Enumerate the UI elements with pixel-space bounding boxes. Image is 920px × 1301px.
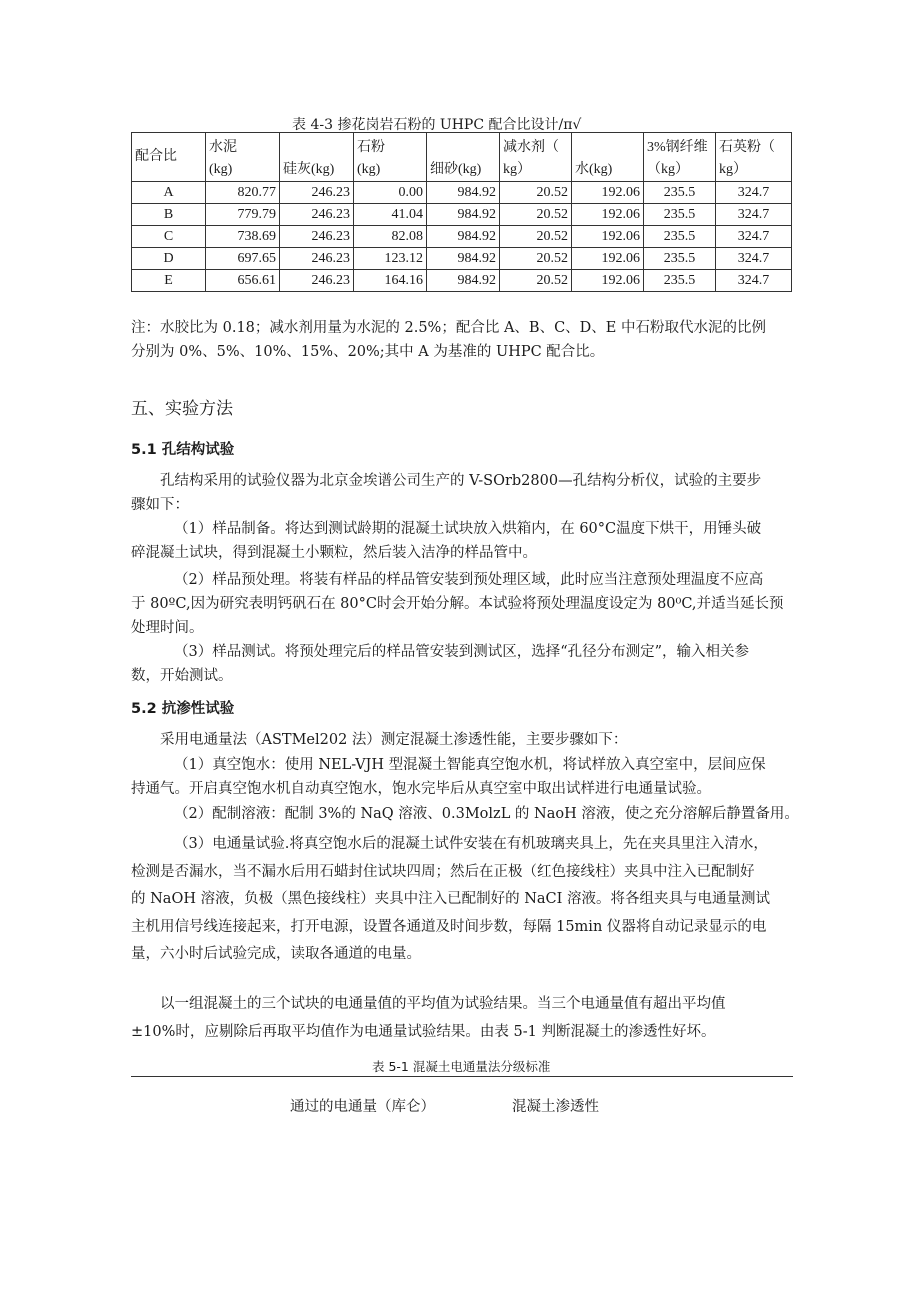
table-header-cell: 石粉 (kg) (354, 133, 427, 182)
s51-step2-line-1: （2）样品预处理。将装有样品的样品管安装到预处理区域，此时应当注意预处理温度不应高 (174, 572, 764, 588)
table-cell: 20.52 (500, 204, 572, 226)
s52-step3-line-4: 主机用信号线连接起来，打开电源，设置各通道及时间步数，每隔 15min 仪器将自动记录显示的电 (131, 919, 767, 935)
s52-result-line-2: ±10%时，应剔除后再取平均值作为电通量试验结果。由表 5-1 判断混凝土的渗透性好坏。 (131, 1024, 716, 1040)
section-5-1-title: 5.1 孔结构试验 (131, 442, 235, 458)
table-cell: 235.5 (644, 226, 716, 248)
table-cell: 192.06 (572, 182, 644, 204)
s52-step3-line-3: 的 NaOH 溶液，负极（黑色接线柱）夹具中注入已配制好的 NaCI 溶液。将各组夹具与电通量测试 (131, 891, 770, 907)
table-cell: 246.23 (280, 204, 354, 226)
table-5-1-top-rule (131, 1076, 793, 1077)
table-cell: 192.06 (572, 204, 644, 226)
table-header-cell: 水泥 (kg) (206, 133, 280, 182)
table-cell: A (132, 182, 206, 204)
s51-intro-line-1: 孔结构采用的试验仪器为北京金埃谱公司生产的 V-SOrb2800—孔结构分析仪，试验的主要步 (160, 473, 762, 489)
table-5-1-col-header-permeability: 混凝土渗透性 (512, 1099, 599, 1115)
s51-step2-line-3: 处理时间。 (131, 620, 204, 636)
table-header-cell: 减水剂（ kg） (500, 133, 572, 182)
table-cell: 246.23 (280, 248, 354, 270)
table-cell: 20.52 (500, 248, 572, 270)
table-cell: 246.23 (280, 182, 354, 204)
table-cell: 235.5 (644, 182, 716, 204)
table-cell: 192.06 (572, 270, 644, 292)
table-cell: 984.92 (427, 204, 500, 226)
s51-step2-line-2: 于 80ºC,因为研究表明钙矾石在 80°C时会开始分解。本试验将预处理温度设定为 80⁰C,并适当延长预 (131, 596, 784, 612)
table-cell: D (132, 248, 206, 270)
s51-step1-line-2: 碎混凝土试块，得到混凝土小颗粒，然后装入洁净的样品管中。 (131, 545, 537, 561)
table-cell: 820.77 (206, 182, 280, 204)
table-header-cell: 3%钢纤维 （kg） (644, 133, 716, 182)
table-cell: 20.52 (500, 226, 572, 248)
s52-intro: 采用电通量法（ASTMel202 法）测定混凝土渗透性能，主要步骤如下： (160, 732, 628, 748)
table-5-1-caption: 表 5-1 混凝土电通量法分级标准 (372, 1059, 551, 1074)
table-cell: 0.00 (354, 182, 427, 204)
s52-step1-line-1: （1）真空饱水：使用 NEL-VJH 型混凝土智能真空饱水机，将试样放入真空室中，层间应保 (174, 757, 766, 773)
table-header-cell: 石英粉（ kg） (716, 133, 792, 182)
table-cell: 192.06 (572, 226, 644, 248)
table-cell: 697.65 (206, 248, 280, 270)
table-row (132, 226, 792, 248)
table-cell: E (132, 270, 206, 292)
table-cell: 164.16 (354, 270, 427, 292)
table-cell: 235.5 (644, 204, 716, 226)
table-cell: 20.52 (500, 182, 572, 204)
table-header-row (132, 133, 792, 182)
s52-step3-line-5: 量，六小时后试验完成，读取各通道的电量。 (131, 946, 421, 962)
table-header-cell: 硅灰(kg) (280, 133, 354, 182)
table-cell: 984.92 (427, 270, 500, 292)
s52-result-line-1: 以一组混凝土的三个试块的电通量值的平均值为试验结果。当三个电通量值有超出平均值 (160, 996, 726, 1012)
table-header-cell: 水(kg) (572, 133, 644, 182)
s51-step1-line-1: （1）样品制备。将达到测试龄期的混凝土试块放入烘箱内，在 60°C温度下烘干，用锤头破 (174, 521, 762, 537)
table-5-1-col-header-charge: 通过的电通量（库仑） (290, 1099, 435, 1115)
table-cell: B (132, 204, 206, 226)
table-cell: 235.5 (644, 270, 716, 292)
table-cell: 738.69 (206, 226, 280, 248)
section-5-title: 五、实验方法 (131, 399, 233, 419)
table-cell: 984.92 (427, 248, 500, 270)
table-cell: 656.61 (206, 270, 280, 292)
table-row (132, 182, 792, 204)
s52-step2: （2）配制溶液：配制 3%的 NaQ 溶液、0.3MolzL 的 NaoH 溶液，使之充分溶解后静置备用。 (174, 806, 799, 822)
table-cell: 123.12 (354, 248, 427, 270)
table-cell: 20.52 (500, 270, 572, 292)
table-cell: 324.7 (716, 182, 792, 204)
table-header-cell: 细砂(kg) (427, 133, 500, 182)
table-cell: 246.23 (280, 270, 354, 292)
table-cell: C (132, 226, 206, 248)
s51-step3-line-2: 数，开始测试。 (131, 668, 233, 684)
s51-step3-line-1: （3）样品测试。将预处理完后的样品管安装到测试区，选择“孔径分布测定”，输入相关参 (174, 644, 750, 660)
table-cell: 324.7 (716, 226, 792, 248)
section-5-2-title: 5.2 抗渗性试验 (131, 701, 235, 717)
table-row (132, 248, 792, 270)
table-cell: 41.04 (354, 204, 427, 226)
table-cell: 779.79 (206, 204, 280, 226)
table-cell: 82.08 (354, 226, 427, 248)
table-cell: 192.06 (572, 248, 644, 270)
s52-step1-line-2: 持通气。开启真空饱水机自动真空饱水，饱水完毕后从真空室中取出试样进行电通量试验。 (131, 781, 711, 797)
table-note-line-1: 注：水胶比为 0.18；减水剂用量为水泥的 2.5%；配合比 A、B、C、D、E 中石粉取代水泥的比例 (131, 320, 766, 336)
table-row (132, 204, 792, 226)
s52-step3-line-2: 检测是否漏水，当不漏水后用石蜡封住试块四周；然后在正极（红色接线柱）夹具中注入已配制好 (131, 864, 755, 880)
table-cell: 235.5 (644, 248, 716, 270)
s52-step3-line-1: （3）电通量试验.将真空饱水后的混凝土试件安装在有机玻璃夹具上，先在夹具里注入清水， (174, 836, 768, 852)
table-row (132, 270, 792, 292)
table-4-3-caption: 表 4-3 掺花岗岩石粉的 UHPC 配合比设计/π√ (292, 117, 582, 133)
s51-intro-line-2: 骤如下： (131, 497, 189, 513)
table-cell: 324.7 (716, 248, 792, 270)
table-cell: 324.7 (716, 270, 792, 292)
mix-design-table (131, 132, 792, 292)
table-cell: 246.23 (280, 226, 354, 248)
table-header-cell: 配合比 (132, 133, 206, 182)
table-cell: 984.92 (427, 182, 500, 204)
table-cell: 984.92 (427, 226, 500, 248)
table-cell: 324.7 (716, 204, 792, 226)
table-note-line-2: 分别为 0%、5%、10%、15%、20%;其中 A 为基准的 UHPC 配合比。 (131, 344, 605, 360)
